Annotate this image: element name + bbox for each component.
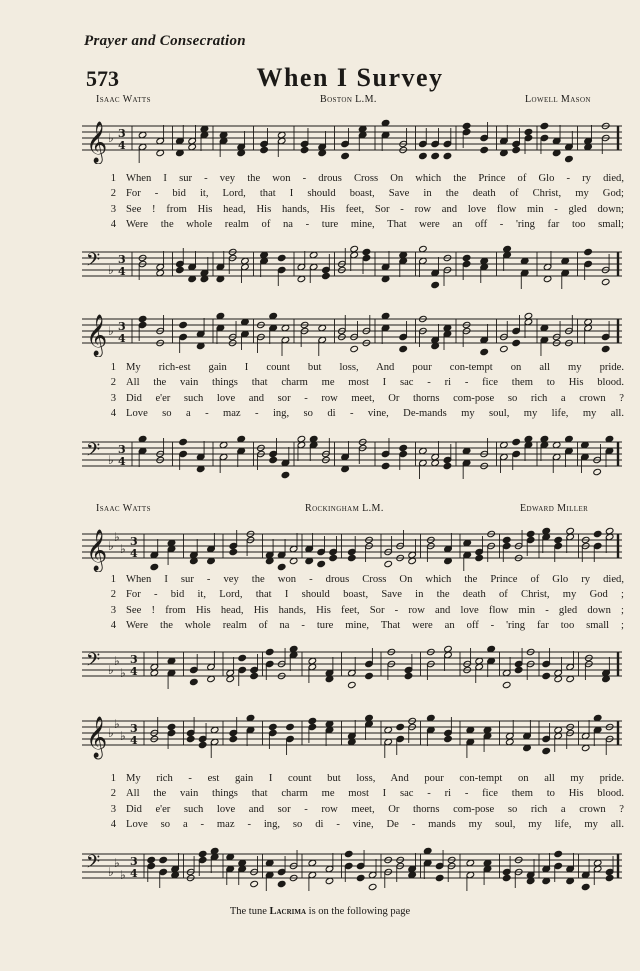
svg-text:3: 3: [118, 127, 126, 140]
tune2-lyrics-2: [104, 771, 624, 832]
svg-text:♭: ♭: [114, 717, 120, 731]
tune1-treble-staff-1: [82, 112, 622, 164]
tune2-author: Isaac Watts: [96, 503, 151, 514]
svg-text:𝄞: 𝄞: [86, 717, 108, 758]
svg-text:♭: ♭: [120, 666, 126, 680]
tune1-lyrics-2: [104, 360, 624, 421]
tune2-tune-name: Rockingham L.M.: [305, 503, 384, 514]
svg-text:♭: ♭: [108, 263, 114, 277]
svg-text:♭: ♭: [108, 453, 114, 467]
svg-text:♭: ♭: [108, 726, 114, 740]
lyric-line: 2 For - bid it, Lord, that I should boast, Save in the death of Christ, my God;: [110, 188, 624, 200]
svg-text:4: 4: [130, 867, 138, 880]
svg-text:3: 3: [130, 653, 138, 666]
svg-text:♭: ♭: [120, 868, 126, 882]
lyric-line: 2 All the vain things that charm me most I sac - ri - fice them to His blood.: [110, 377, 624, 389]
svg-text:4: 4: [130, 665, 138, 678]
svg-text:♭: ♭: [108, 865, 114, 879]
svg-text:4: 4: [118, 139, 126, 152]
tune1-bass-staff-1: [82, 238, 622, 290]
svg-text:♭: ♭: [114, 856, 120, 870]
tune1-tune-name: Boston L.M.: [320, 94, 377, 105]
lyric-line: 1 My rich-est gain I count but loss, And pour con-tempt on all my pride.: [110, 362, 624, 373]
lyric-line: 1 My rich - est gain I count but loss, And pour con-tempt on all my pride.: [110, 773, 624, 784]
lyric-line: 4 Love so a - maz - ing, so di - vine, De-mands my soul, my life, my all.: [110, 407, 624, 419]
svg-text:♭: ♭: [120, 542, 126, 556]
hymn-title: When I Survey: [256, 63, 444, 92]
tune1-composer: Lowell Mason: [525, 94, 591, 105]
svg-text:♭: ♭: [108, 131, 114, 145]
svg-text:𝄢: 𝄢: [86, 650, 101, 675]
svg-text:𝄞: 𝄞: [86, 122, 108, 163]
lyric-line: 3 Did e'er such love and sor - row meet, Or thorns com-pose so rich a crown ?: [110, 392, 624, 404]
tune2-bass-staff-2: [82, 838, 622, 894]
lyric-line: 1 When I sur - vey the won - drous Cross On which the Prince of Glo ry died,: [110, 574, 624, 585]
section-title: Prayer and Consecration: [84, 33, 246, 49]
svg-text:♭: ♭: [108, 324, 114, 338]
footer-tune-name: Lacrima: [269, 906, 307, 917]
svg-text:𝄞: 𝄞: [86, 530, 108, 571]
svg-text:♭: ♭: [114, 530, 120, 544]
tune2-treble-staff-1: [82, 520, 622, 572]
tune2-lyrics-1: [104, 572, 624, 633]
hymn-number: 573: [86, 66, 119, 91]
svg-text:♭: ♭: [120, 729, 126, 743]
lyric-line: 3 See ! from His head, His hands, His feet, Sor - row and love flow min - gled down;: [110, 203, 624, 215]
svg-text:3: 3: [130, 722, 138, 735]
tune1-author: Isaac Watts: [96, 94, 151, 105]
lyric-line: 2 All the vain things that charm me most I sac - ri - fice them to His blood.: [110, 788, 624, 800]
tune2-bass-staff-1: [82, 638, 622, 690]
svg-text:𝄢: 𝄢: [86, 250, 101, 275]
svg-text:𝄢: 𝄢: [86, 440, 101, 465]
svg-text:4: 4: [118, 455, 126, 468]
footer-note: The tune Lacrima is on the following page: [229, 906, 411, 917]
tune1-lyrics-1: [104, 171, 624, 232]
svg-text:♭: ♭: [114, 654, 120, 668]
lyric-line: 4 Were the whole realm of na - ture mine, That were an off - 'ring far too small ;: [110, 619, 624, 631]
tune2-composer: Edward Miller: [520, 503, 589, 514]
lyric-line: 4 Were the whole realm of na - ture mine, That were an off - 'ring far too small;: [110, 218, 624, 230]
svg-text:3: 3: [118, 320, 126, 333]
svg-text:𝄞: 𝄞: [86, 315, 108, 356]
svg-text:𝄢: 𝄢: [86, 852, 101, 877]
svg-text:♭: ♭: [108, 663, 114, 677]
svg-text:4: 4: [130, 547, 138, 560]
lyric-line: 4 Love so a - maz - ing, so di - vine, De - mands my soul, my life, my all.: [110, 818, 624, 830]
lyric-line: 2 For - bid it, Lord, that I should boast, Save in the death of Christ, my God ;: [110, 589, 624, 601]
svg-text:3: 3: [130, 855, 138, 868]
svg-text:3: 3: [130, 535, 138, 548]
tune1-treble-staff-2: [82, 305, 622, 357]
svg-text:3: 3: [118, 253, 126, 266]
lyric-line: 3 Did e'er such love and sor - row meet, Or thorns com-pose so rich a crown ?: [110, 803, 624, 815]
lyric-line: 3 See ! from His head, His hands, His feet, Sor - row and love flow min - gled down ;: [110, 604, 624, 616]
tune1-bass-staff-2: [82, 428, 622, 480]
svg-text:4: 4: [118, 332, 126, 345]
tune2-treble-staff-2: [82, 705, 622, 761]
svg-text:♭: ♭: [108, 539, 114, 553]
svg-text:4: 4: [118, 265, 126, 278]
svg-text:3: 3: [118, 443, 126, 456]
lyric-line: 1 When I sur - vey the won - drous Cross On which the Prince of Glo - ry died,: [110, 173, 624, 184]
svg-text:4: 4: [130, 734, 138, 747]
